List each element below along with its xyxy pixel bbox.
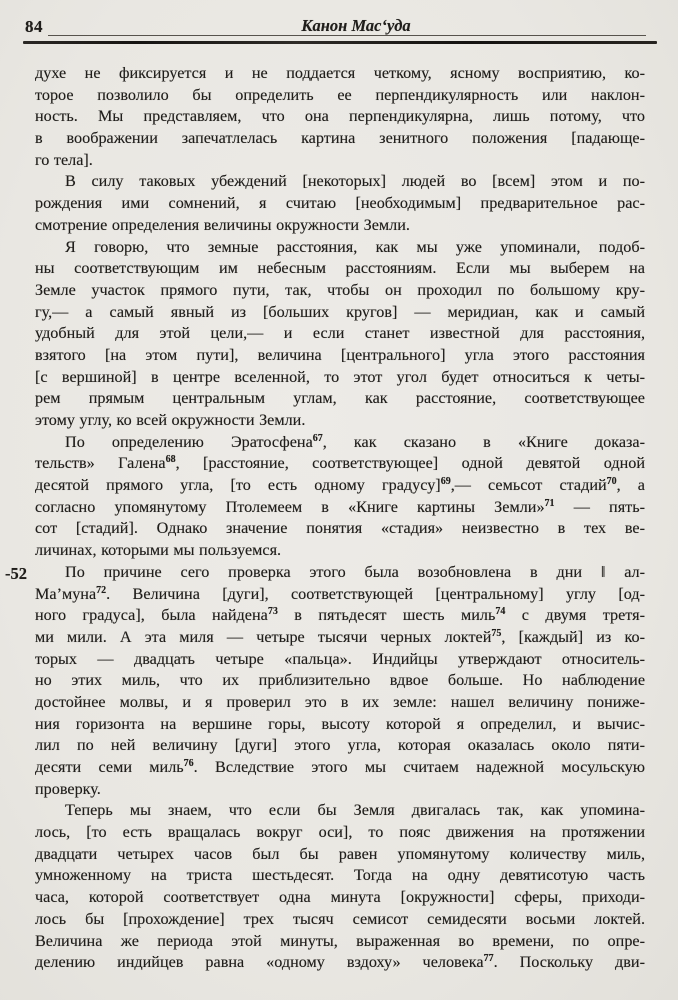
text-line: Земле участок прямого пути, так, чтобы он проходил по большому кру- (35, 280, 645, 299)
footnote-ref: 69 (440, 476, 451, 488)
footnote-ref: 70 (606, 476, 617, 488)
text-line: смотрение определения величины окружности Земли. (35, 215, 410, 234)
text-line: ны соответствующим им небесным расстояниям. Если мы выберем на (35, 259, 645, 278)
body-text (35, 63, 645, 974)
text-line: часа, которой соответствует одна минута [окружности] сферы, приходи- (35, 888, 645, 907)
text-line: По причине сего проверка этого была возобновлена в дни ‖ ал- (65, 562, 645, 581)
text-line: достойнее молвы, и я проверил это в их земле: нашел величину пониже- (35, 692, 645, 711)
text-line: проверку. (35, 779, 101, 798)
paragraph (35, 432, 645, 562)
text-line: взятого [на этом пути], величина [центрального] угла этого расстояния (35, 345, 645, 364)
text-line: десятой прямого угла, [то есть одному градусу]$^{69}$,— семьсот стадий$^{70}$, а (35, 476, 645, 495)
text-line: Ма’муна$^{72}$. Величина [дуги], соответствующей [центральному] углу [од- (35, 584, 645, 603)
text-line: По определению Эратосфена$^{67}$, как сказано в «Книге доказа- (65, 432, 645, 451)
text-line: лось бы [прохождение] трех тысяч семисот семидесяти восьми локтей. (35, 909, 645, 928)
text-line: гу,— а самый явный из [больших кругов] — меридиан, как и самый (35, 302, 645, 321)
footnote-ref: 71 (544, 497, 555, 509)
text-line: десяти семи миль$^{76}$. Вследствие этого мы считаем надежной мосульскую (35, 758, 645, 776)
text-line: ность. Мы представляем, что она перпендикулярна, лишь потому, что (35, 107, 645, 126)
text-line: Величина же периода этой минуты, выраженная во времени, по опре- (35, 931, 645, 950)
text-line: личинах, которыми мы пользуемся. (35, 541, 282, 560)
footnote-ref: 77 (483, 953, 494, 965)
footnote-ref: 72 (96, 584, 107, 596)
text-line: ного градуса], была найдена$^{73}$ в пятьдесят шесть миль$^{74}$ с двумя третя- (35, 606, 645, 625)
header-rule-thin (48, 35, 646, 36)
header-rule-thick (23, 41, 657, 44)
footnote-ref: 76 (183, 758, 194, 769)
text-line: этому углу, ко всей окружности Земли. (35, 411, 306, 429)
text-line: рождения ими сомнений, я считаю [необходимым] предварительное рас- (35, 194, 645, 213)
text-line: лось, [то есть вращалась вокруг оси], то пояс движения на протяжении (35, 823, 645, 842)
text-line: го тела]. (35, 150, 93, 169)
text-line: рем прямым центральным углам, как расстояние, соответствующее (35, 389, 645, 408)
text-line: но этих миль, что их приблизительно вдвое больше. Но наблюдение (35, 671, 645, 690)
paragraph (35, 562, 645, 801)
text-line: лил по ней величину [дуги] этого угла, которая оказалась около пяти- (35, 736, 645, 755)
text-line: торое позволило бы определить ее перпендикулярность или наклон- (35, 85, 645, 104)
text-line: В силу таковых убеждений [некоторых] людей во [всем] этом и по- (65, 172, 645, 191)
text-line: умноженному на триста шестьдесят. Тогда на одну девятисотую часть (35, 866, 645, 885)
footnote-ref: 74 (495, 606, 506, 618)
paragraph (35, 171, 645, 236)
text-line: сот [стадий]. Однако значение понятия «стадия» неизвестно в тех ве- (35, 519, 645, 538)
text-line: согласно упомянутому Птолемеем в «Книге картины Земли»$^{71}$ — пять- (35, 497, 645, 516)
text-line: Я говорю, что земные расстояния, как мы уже упоминали, подоб- (65, 237, 645, 256)
paragraph (35, 237, 645, 432)
page-number: 84 (25, 17, 43, 36)
paragraph (35, 800, 645, 974)
paragraph (35, 63, 645, 171)
text-line: Теперь мы знаем, что если бы Земля двигалась так, как упомина- (65, 801, 645, 820)
text-line: торых — двадцать четыре «пальца». Индийцы утверждают относитель- (35, 649, 645, 668)
text-line: ми мили. А эта миля — четыре тысячи черных локтей$^{75}$, [каждый] из ко- (35, 627, 645, 646)
footnote-ref: 68 (165, 454, 176, 466)
text-line: двадцати четырех часов был бы равен упомянутому количеству миль, (35, 844, 645, 863)
running-title: Канон Мас‘уда (301, 16, 411, 35)
text-line: тельств» Галена$^{68}$, [расстояние, соответствующее] одной девятой одной (35, 454, 645, 473)
text-line: ния горизонта на вершине горы, высоту которой я определил, и вычис- (35, 714, 645, 733)
footnote-ref: 75 (491, 627, 502, 639)
text-line: духе не фиксируется и не поддается четкому, ясному восприятию, ко- (35, 64, 645, 82)
footnote-ref: 73 (267, 606, 278, 618)
text-line: делению индийцев равна «одному вздоху» человека$^{77}$. Поскольку дви- (35, 953, 645, 972)
text-line: [с вершиной] в центре вселенной, то этот угол будет относиться к четы- (35, 367, 645, 386)
footnote-ref: 67 (312, 432, 323, 444)
text-line: в воображении запечатлелась картина зенитного положения [падающе- (35, 129, 645, 148)
text-line: удобный для этой цели,— и если станет известной для расстояния, (35, 324, 645, 343)
margin-folio-number: -52 (5, 564, 27, 583)
